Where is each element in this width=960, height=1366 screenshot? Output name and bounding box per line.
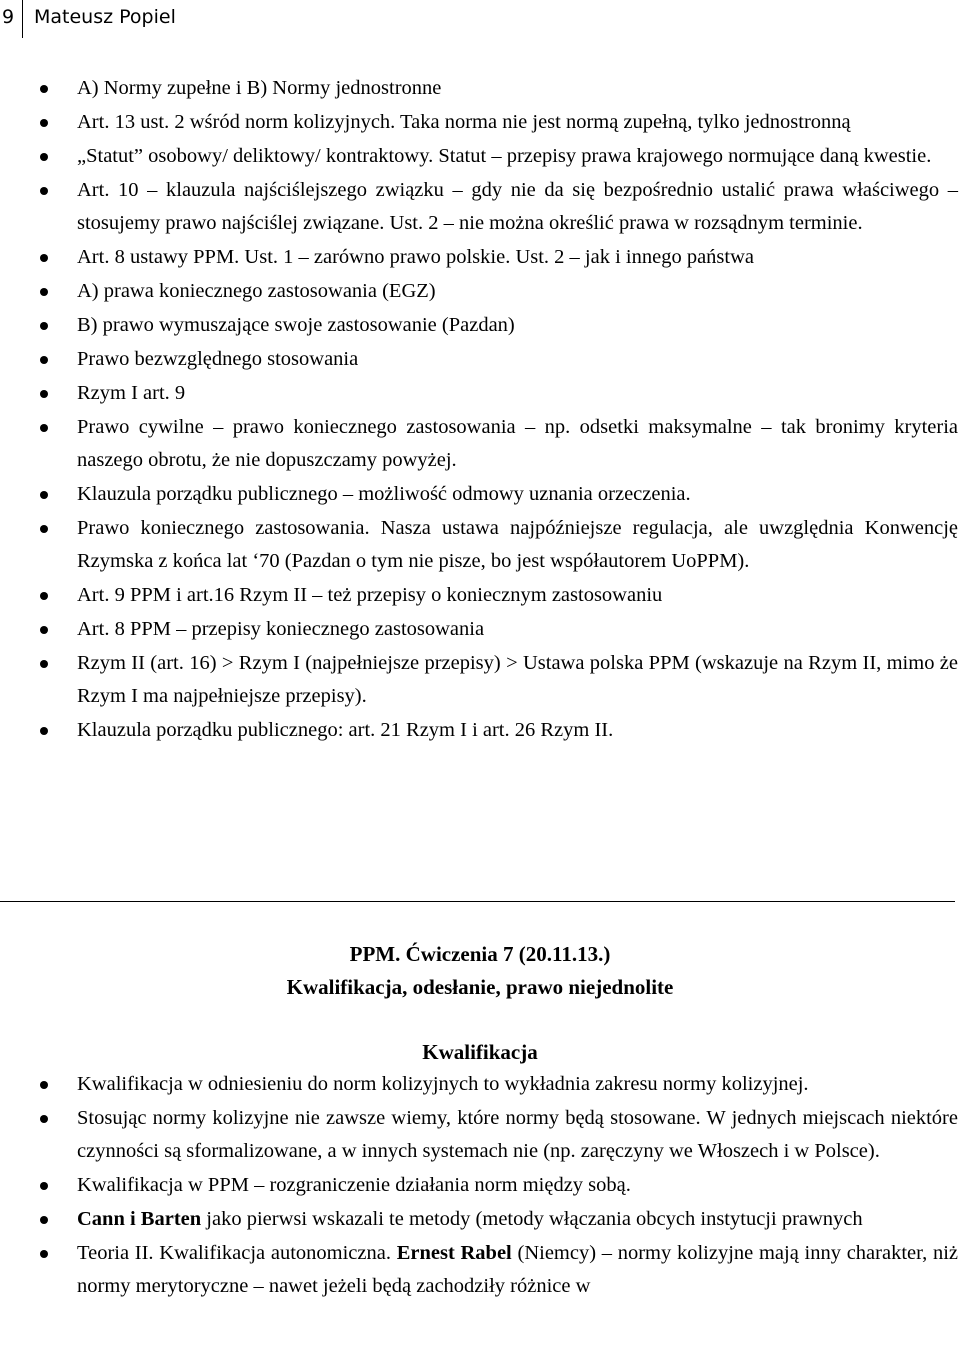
list-item: Rzym I art. 9: [0, 377, 960, 410]
list-item: A) prawa koniecznego zastosowania (EGZ): [0, 275, 960, 308]
page-number: 9: [2, 6, 15, 28]
page-header: [0, 0, 960, 40]
list-item: [0, 1237, 960, 1303]
list-item: B) prawo wymuszające swoje zastosowanie (Pazdan): [0, 309, 960, 342]
lecture-title: PPM. Ćwiczenia 7 (20.11.13.): [349, 942, 611, 966]
item-text: Teoria II. Kwalifikacja autonomiczna.: [77, 1242, 397, 1264]
item-text: jako pierwsi wskazali te metody (metody włączania obcych instytucji prawnych: [201, 1208, 863, 1230]
author-name: Mateusz Popiel: [34, 6, 176, 28]
section-heading: Kwalifikacja: [422, 1040, 538, 1064]
item-text: (Niemcy) – normy kolizyjne mają inny charakter, niż normy merytoryczne – nawet jeżeli będą zachodziły różnice w: [77, 1242, 959, 1297]
list-item: A) Normy zupełne i B) Normy jednostronne: [0, 72, 960, 105]
notes-list-1: [0, 72, 960, 748]
list-item: Klauzula porządku publicznego: art. 21 Rzym I i art. 26 Rzym II.: [0, 714, 960, 747]
list-item: Prawo cywilne – prawo koniecznego zastosowania – np. odsetki maksymalne – tak bronimy kryteria naszego obrotu, że nie dopuszczamy powyżej.: [0, 411, 960, 477]
list-item: Prawo bezwzględnego stosowania: [0, 343, 960, 376]
lecture-subtitle: Kwalifikacja, odesłanie, prawo niejednolite: [286, 975, 674, 999]
list-item: Kwalifikacja w PPM – rozgraniczenie działania norm między sobą.: [0, 1169, 960, 1202]
list-item: Rzym II (art. 16) > Rzym I (najpełniejsze przepisy) > Ustawa polska PPM (wskazuje na Rzym II, mimo że Rzym I ma najpełniejsze przepisy).: [0, 647, 960, 713]
list-item: [0, 1203, 960, 1236]
list-item: Art. 8 ustawy PPM. Ust. 1 – zarówno prawo polskie. Ust. 2 – jak i innego państwa: [0, 241, 960, 274]
list-item: Kwalifikacja w odniesieniu do norm kolizyjnych to wykładnia zakresu normy kolizyjnej.: [0, 1068, 960, 1101]
list-item: Art. 10 – klauzula najściślejszego związku – gdy nie da się bezpośrednio ustalić prawa właściwego – stosujemy prawo najściślej związane. Ust. 2 – nie można określić prawa w rozsądnym terminie.: [0, 174, 960, 240]
list-item: „Statut” osobowy/ deliktowy/ kontraktowy. Statut – przepisy prawa krajowego normujące daną kwestie.: [0, 140, 960, 173]
list-item: Prawo koniecznego zastosowania. Nasza ustawa najpóźniejsze regulacja, ale uwzględnia Konwencję Rzymska z końca lat ‘70 (Pazdan o tym nie pisze, bo jest współautorem UoPPM).: [0, 512, 960, 578]
notes-list-2: [0, 1068, 960, 1304]
bold-name: Ernest Rabel: [396, 1242, 512, 1264]
list-item: Art. 13 ust. 2 wśród norm kolizyjnych. Taka norma nie jest normą zupełną, tylko jednostronną: [0, 106, 960, 139]
horizontal-rule: [0, 901, 955, 902]
list-item: Art. 9 PPM i art.16 Rzym II – też przepisy o koniecznym zastosowaniu: [0, 579, 960, 612]
header-divider: [22, 0, 23, 38]
list-item: Art. 8 PPM – przepisy koniecznego zastosowania: [0, 613, 960, 646]
bold-names: Cann i Barten: [77, 1208, 202, 1230]
list-item: Klauzula porządku publicznego – możliwość odmowy uznania orzeczenia.: [0, 478, 960, 511]
list-item: Stosując normy kolizyjne nie zawsze wiemy, które normy będą stosowane. W jednych miejscach niektóre czynności są sformalizowane, a w innych systemach nie (np. zaręczyny we Włoszech i w Polsce).: [0, 1102, 960, 1168]
